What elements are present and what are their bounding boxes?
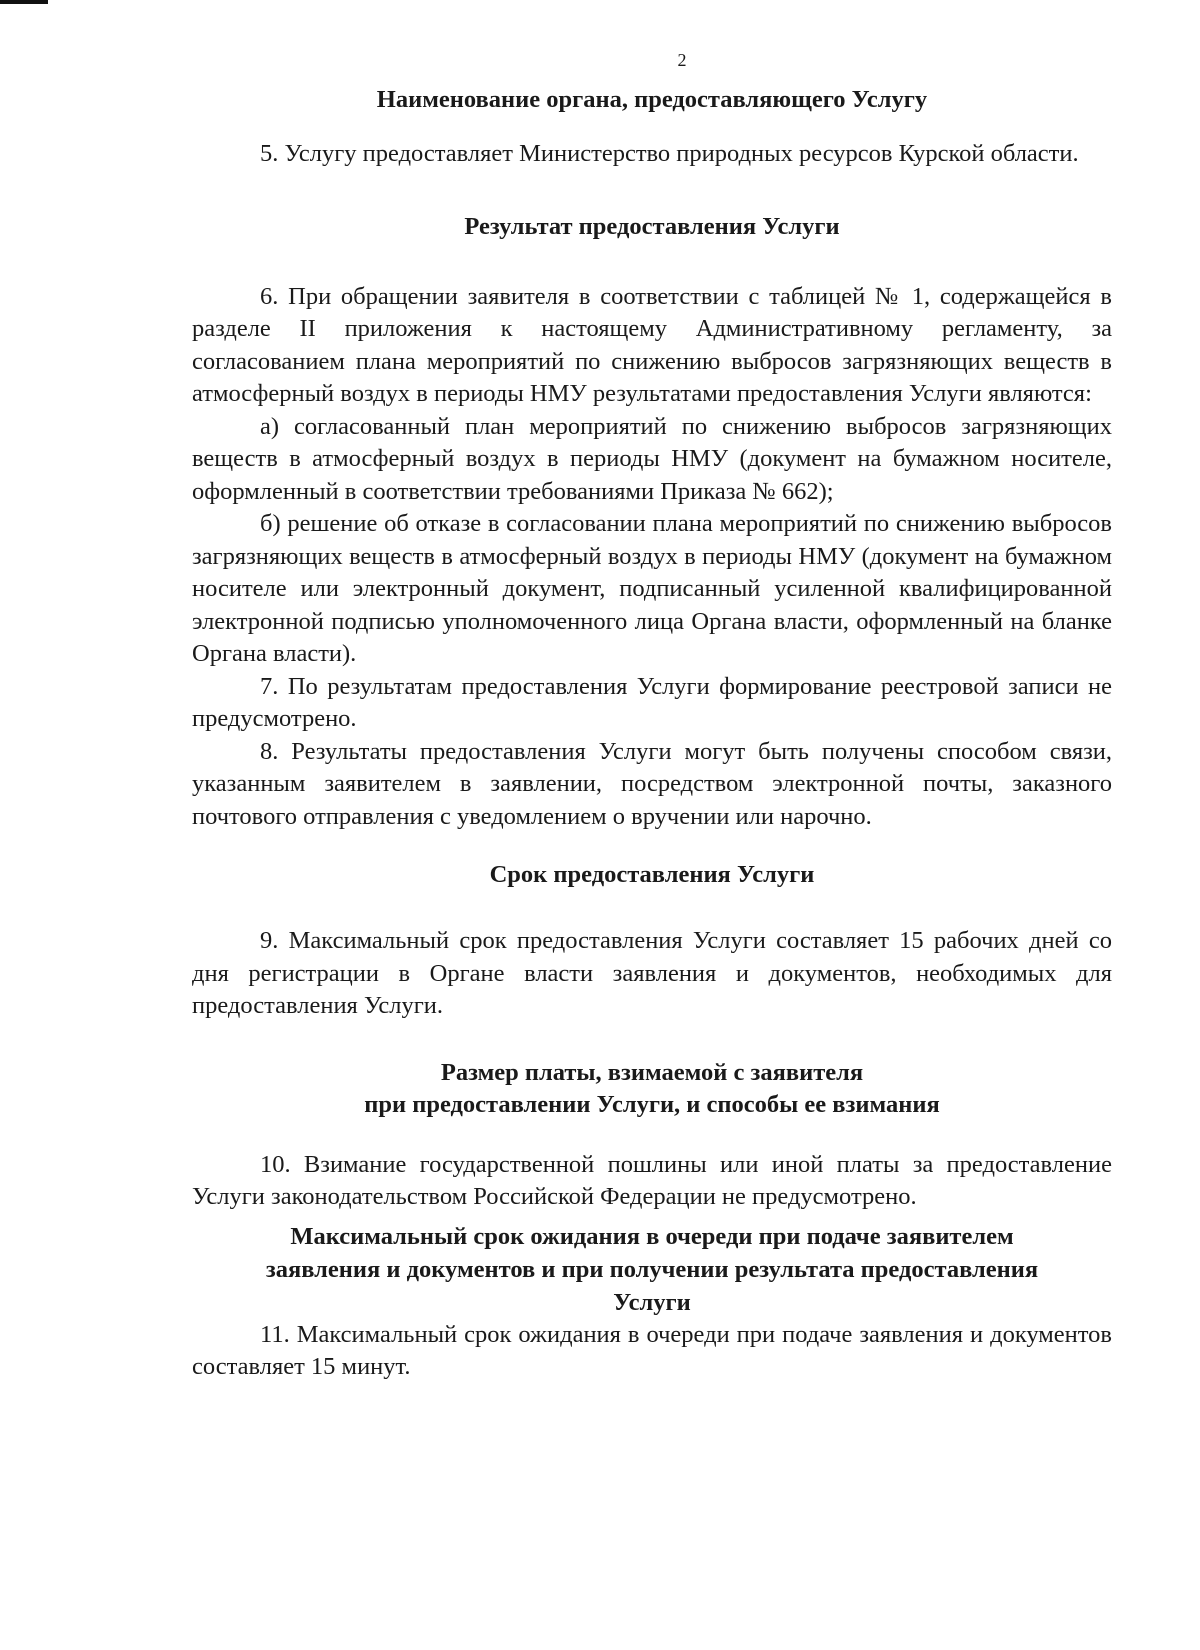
paragraph-6: 6. При обращении заявителя в соответствии с таблицей № 1, содержащейся в разделе II приложения к настоящему Административному регламенту, за согласованием плана мероприятий по снижению выбросов загрязняющих веществ в атмосферный воздух в периоды НМУ результатами предоставления Услуги являются: [192, 282, 1112, 407]
section-heading-term: Срок предоставления Услуги [489, 861, 815, 888]
section-heading-queue-line-3: Услуги [613, 1288, 691, 1316]
section-heading-fee-line-2: при предоставлении Услуги, и способы ее взимания [364, 1090, 940, 1118]
paragraph-11: 11. Максимальный срок ожидания в очереди при подаче заявления и документов составляет 15 минут. [192, 1320, 1112, 1380]
paragraph-9: 9. Максимальный срок предоставления Услуги составляет 15 рабочих дней со дня регистрации в Органе власти заявления и документов, необходимых для предоставления Услуги. [192, 927, 1112, 1019]
paragraph-8: 8. Результаты предоставления Услуги могут быть получены способом связи, указанным заявителем в заявлении, посредством электронной почты, заказного почтового отправления с уведомлением о вручении или нарочно. [192, 737, 1112, 830]
paragraph-7: 7. По результатам предоставления Услуги формирование реестровой записи не предусмотрено. [192, 672, 1112, 732]
document-page [192, 40, 1112, 1384]
section-heading-queue-line-2: заявления и документов и при получении результата предоставления [265, 1255, 1039, 1283]
paragraph-6a: а) согласованный план мероприятий по снижению выбросов загрязняющих веществ в атмосферный воздух в периоды НМУ (документ на бумажном носителе, оформленный в соответствии требованиями Приказа № 662); [192, 412, 1112, 505]
section-heading-queue-line-1: Максимальный срок ожидания в очереди при подаче заявителем [290, 1222, 1014, 1250]
paragraph-6b: б) решение об отказе в согласовании плана мероприятий по снижению выбросов загрязняющих веществ в атмосферный воздух в периоды НМУ (документ на бумажном носителе или электронный документ, подписанный усиленной квалифицированной электронной подписью уполномоченного лица Органа власти, оформленный на бланке Органа власти). [192, 510, 1112, 667]
section-heading-result: Результат предоставления Услуги [464, 212, 840, 240]
section-heading-queue [192, 1220, 1112, 1319]
scan-edge-mark [0, 0, 48, 4]
section-heading-fee [192, 1057, 1112, 1121]
paragraph-10: 10. Взимание государственной пошлины или иной платы за предоставление Услуги законодательством Российской Федерации не предусмотрено. [192, 1150, 1112, 1210]
section-heading-fee-line-1: Размер платы, взимаемой с заявителя [440, 1058, 864, 1086]
paragraph-5: 5. Услугу предоставляет Министерство природных ресурсов Курской области. [260, 140, 1079, 167]
section-heading-authority: Наименование органа, предоставляющего Услугу [376, 86, 928, 113]
page-number: 2 [677, 50, 687, 70]
